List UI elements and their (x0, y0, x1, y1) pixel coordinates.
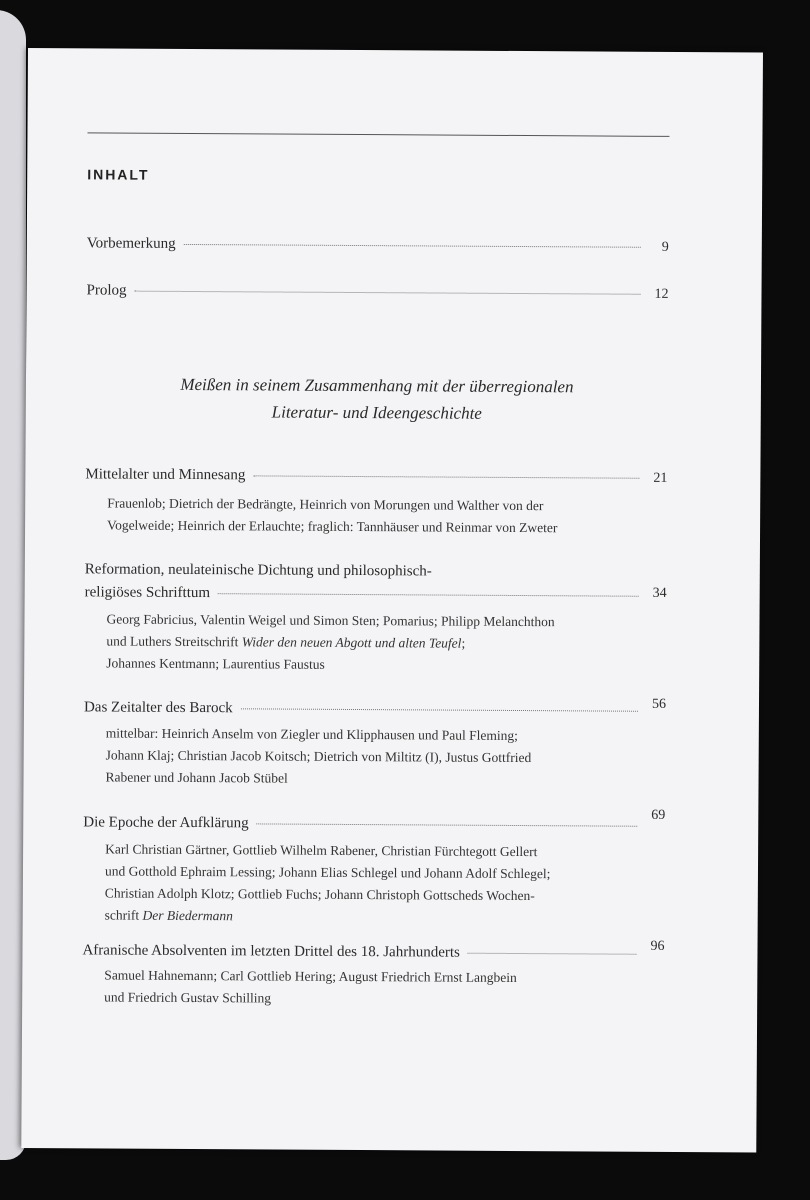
toc-entry-mittelalter[interactable] (85, 466, 667, 487)
subentry-line: Karl Christian Gärtner, Gottlieb Wilhelm Rabener, Christian Fürchtegott Gellert (105, 841, 538, 860)
page-number: 96 (650, 938, 665, 954)
subentry-line (106, 630, 646, 655)
subentry-line: Frauenlob; Dietrich der Bedrängte, Heinrich von Morungen und Walther von der (107, 495, 544, 514)
subentry-text: und Luthers Streitschrift (106, 633, 242, 650)
subentry-italic-title: Wider den neuen Abgott und alten Teufel (241, 634, 462, 651)
toc-subentries (105, 722, 645, 791)
subentry-italic-title: Der Biedermann (142, 907, 233, 924)
section-heading (86, 370, 668, 428)
subentry-line: und Friedrich Gustav Schilling (104, 989, 272, 1006)
toc-entry-aufklaerung[interactable] (83, 814, 665, 835)
leader-dots (253, 475, 639, 478)
toc-entry-reformation[interactable] (85, 558, 667, 608)
section-heading-line1: Meißen in seinem Zusammenhang mit der überregionalen (180, 374, 574, 397)
book-page (21, 48, 763, 1152)
subentry-line: mittelbar: Heinrich Anselm von Ziegler und Klipphausen und Paul Fleming; (105, 725, 518, 744)
leader-dots (184, 244, 641, 248)
subentry-line: Johannes Kentmann; Laurentius Faustus (106, 655, 325, 672)
toc-entry-barock[interactable] (83, 696, 667, 720)
toc-entry-title: Mittelalter und Minnesang (85, 466, 246, 484)
subentry-text: schrift (104, 907, 143, 923)
subentry-text: ; (461, 635, 466, 651)
top-rule (87, 132, 669, 137)
toc-subentries (105, 838, 646, 929)
leader-dots (468, 953, 637, 955)
page-number: 56 (651, 696, 667, 712)
page-number: 34 (652, 585, 667, 601)
toc-entry-prolog[interactable] (86, 282, 668, 303)
leader-dots (257, 823, 638, 826)
toc-entry-title: Afranische Absolventen im letzten Drittel des 18. Jahrhunderts (82, 942, 460, 961)
toc-entry-title: Vorbemerkung (86, 235, 176, 252)
leader-dots (218, 593, 639, 597)
toc-entry-afranische-absolventen[interactable] (82, 942, 664, 963)
subentry-line: und Gotthold Ephraim Lessing; Johann Elias Schlegel und Johann Adolf Schlegel; (104, 863, 551, 882)
subentry-line: Rabener und Johann Jacob Stübel (105, 769, 288, 786)
subentry-line (105, 904, 645, 929)
leader-dots (241, 708, 638, 711)
toc-entry-title: Prolog (86, 282, 127, 299)
subentry-line: Vogelweide; Heinrich der Erlauchte; fraglich: Tannhäuser und Reinmar von Zweter (107, 517, 558, 536)
toc-entry-title-line2: religiöses Schrifttum (84, 584, 211, 602)
toc-entry-vorbemerkung[interactable] (87, 235, 669, 256)
page-number: 9 (661, 239, 669, 255)
page-number: 21 (653, 470, 668, 486)
toc-entry-title-line1: Reformation, neulateinische Dichtung und philosophisch- (84, 561, 432, 580)
page-number: 12 (654, 286, 669, 302)
subentry-line: Christian Adolph Klotz; Gottlieb Fuchs; Johann Christoph Gottscheds Wochen- (104, 885, 535, 904)
toc-subentries (106, 608, 646, 677)
toc-entry-title: Das Zeitalter des Barock (83, 699, 233, 717)
toc-entry-title: Die Epoche der Aufklärung (83, 814, 249, 832)
page-number: 69 (651, 807, 666, 823)
subentry-line: Johann Klaj; Christian Jacob Koitsch; Dietrich von Miltitz (I), Justus Gottfried (105, 747, 532, 766)
contents-heading: INHALT (87, 166, 150, 183)
section-heading-line2: Literatur- und Ideengeschichte (271, 402, 482, 423)
toc-subentries (107, 492, 647, 539)
subentry-line: Georg Fabricius, Valentin Weigel und Simon Sten; Pomarius; Philipp Melanchthon (106, 611, 555, 630)
toc-subentries (104, 964, 644, 1011)
leader-dots (135, 291, 641, 295)
subentry-line: Samuel Hahnemann; Carl Gottlieb Hering; August Friedrich Ernst Langbein (104, 967, 517, 986)
